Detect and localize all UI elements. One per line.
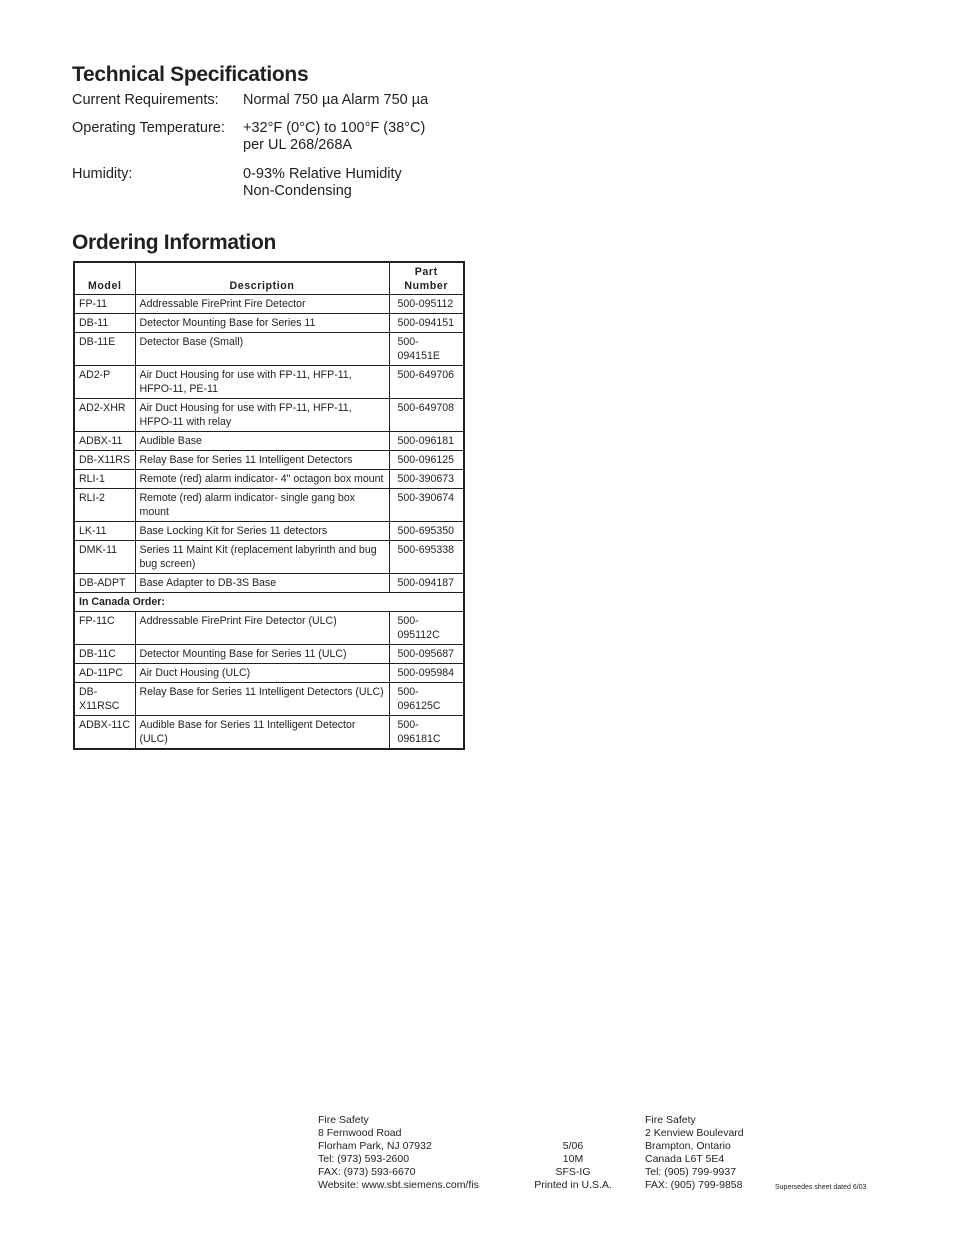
spec-value (243, 120, 425, 154)
column-header-part-number (389, 262, 464, 295)
cell-description: Audible Base (135, 432, 389, 451)
footer-line: FAX: (973) 593-6670 (318, 1166, 416, 1178)
table-row (74, 470, 464, 489)
cell-part-number: 500-096125C (389, 683, 464, 716)
table-row (74, 295, 464, 314)
table-row (74, 432, 464, 451)
cell-model: FP-11C (74, 612, 135, 645)
footer-line: SFS-IG (555, 1166, 591, 1178)
cell-model: FP-11 (74, 295, 135, 314)
cell-model: RLI-2 (74, 489, 135, 522)
cell-description: Detector Mounting Base for Series 11 (ULC) (135, 645, 389, 664)
footer-line: Tel: (973) 593-2600 (318, 1153, 410, 1165)
cell-part-number: 500-390673 (389, 470, 464, 489)
footer-canada-address (645, 1114, 744, 1192)
table-row (74, 716, 464, 750)
spec-label: Humidity: (72, 166, 133, 182)
table-row (74, 314, 464, 333)
footer-line: 8 Fernwood Road (318, 1127, 402, 1139)
column-header-description: Description (135, 262, 389, 295)
table-row (74, 333, 464, 366)
cell-description: Detector Base (Small) (135, 333, 389, 366)
cell-part-number: 500-096125 (389, 451, 464, 470)
spec-value (243, 92, 428, 109)
table-row (74, 683, 464, 716)
cell-model: ADBX-11 (74, 432, 135, 451)
spec-value (243, 166, 402, 200)
cell-part-number: 500-390674 (389, 489, 464, 522)
table-row (74, 366, 464, 399)
cell-description: Addressable FirePrint Fire Detector (135, 295, 389, 314)
table-header-row (74, 262, 464, 295)
cell-description: Air Duct Housing (ULC) (135, 664, 389, 683)
ordering-table (73, 261, 465, 750)
footer-line: Printed in U.S.A. (534, 1179, 612, 1191)
cell-part-number: 500-095112 (389, 295, 464, 314)
cell-model: DMK-11 (74, 541, 135, 574)
spec-value-line: Non-Condensing (243, 183, 352, 199)
cell-part-number: 500-094151 (389, 314, 464, 333)
cell-model: AD2-XHR (74, 399, 135, 432)
cell-part-number: 500-695338 (389, 541, 464, 574)
footer-line: Brampton, Ontario (645, 1140, 731, 1152)
cell-description: Detector Mounting Base for Series 11 (135, 314, 389, 333)
footer-line: 10M (562, 1153, 584, 1165)
table-row (74, 645, 464, 664)
cell-model: DB-11C (74, 645, 135, 664)
cell-description: Relay Base for Series 11 Intelligent Detectors (135, 451, 389, 470)
cell-description: Air Duct Housing for use with FP-11, HFP-11, HFPO-11, PE-11 (135, 366, 389, 399)
table-row (74, 451, 464, 470)
ordering-table-body (74, 295, 464, 593)
cell-part-number: 500-095687 (389, 645, 464, 664)
cell-part-number: 500-096181C (389, 716, 464, 750)
spec-value-line: Normal 750 µa Alarm 750 µa (243, 92, 429, 108)
footer-line: 5/06 (562, 1140, 584, 1152)
table-row (74, 522, 464, 541)
footer-print-info (532, 1140, 614, 1192)
technical-specifications-title: Technical Specifications (72, 63, 309, 86)
cell-part-number: 500-095984 (389, 664, 464, 683)
cell-model: DB-11E (74, 333, 135, 366)
cell-description: Addressable FirePrint Fire Detector (ULC) (135, 612, 389, 645)
canada-table-body (74, 612, 464, 750)
part-header-line1: Part (414, 266, 438, 278)
table-row (74, 664, 464, 683)
cell-description: Remote (red) alarm indicator- 4" octagon box mount (135, 470, 389, 489)
spec-value-line: 0-93% Relative Humidity (243, 166, 402, 182)
cell-model: DB-X11RS (74, 451, 135, 470)
cell-description: Audible Base for Series 11 Intelligent Detector (ULC) (135, 716, 389, 750)
cell-description: Base Locking Kit for Series 11 detectors (135, 522, 389, 541)
cell-model: ADBX-11C (74, 716, 135, 750)
cell-part-number: 500-649708 (389, 399, 464, 432)
footer-line: Florham Park, NJ 07932 (318, 1140, 432, 1152)
cell-model: DB-11 (74, 314, 135, 333)
supersedes-note: Supersedes sheet dated 6/03 (775, 1184, 867, 1191)
cell-model: RLI-1 (74, 470, 135, 489)
table-row (74, 612, 464, 645)
spec-label: Current Requirements: (72, 92, 219, 108)
cell-part-number: 500-695350 (389, 522, 464, 541)
cell-part-number: 500-094151E (389, 333, 464, 366)
cell-model: AD-11PC (74, 664, 135, 683)
table-row (74, 541, 464, 574)
footer-line: Tel: (905) 799-9937 (645, 1166, 737, 1178)
cell-model: AD2-P (74, 366, 135, 399)
footer-website[interactable]: Website: www.sbt.siemens.com/fis (318, 1179, 479, 1191)
cell-part-number: 500-096181 (389, 432, 464, 451)
footer-line: Fire Safety (318, 1114, 369, 1126)
cell-description: Remote (red) alarm indicator- single gang box mount (135, 489, 389, 522)
cell-model: DB-ADPT (74, 574, 135, 593)
cell-description: Base Adapter to DB-3S Base (135, 574, 389, 593)
footer-line: Fire Safety (645, 1114, 696, 1126)
table-row (74, 399, 464, 432)
cell-description: Series 11 Maint Kit (replacement labyrinth and bug bug screen) (135, 541, 389, 574)
column-header-model: Model (74, 262, 135, 295)
spec-value-line: +32°F (0°C) to 100°F (38°C) (243, 120, 426, 136)
cell-part-number: 500-095112C (389, 612, 464, 645)
table-row (74, 574, 464, 593)
cell-part-number: 500-094187 (389, 574, 464, 593)
table-row (74, 489, 464, 522)
canada-section-row (74, 593, 464, 612)
cell-model: LK-11 (74, 522, 135, 541)
cell-model: DB-X11RSC (74, 683, 135, 716)
footer-line: 2 Kenview Boulevard (645, 1127, 744, 1139)
ordering-information-title: Ordering Information (72, 231, 277, 254)
footer-line: Canada L6T 5E4 (645, 1153, 725, 1165)
cell-description: Relay Base for Series 11 Intelligent Detectors (ULC) (135, 683, 389, 716)
cell-part-number: 500-649706 (389, 366, 464, 399)
canada-section-label: In Canada Order: (74, 593, 464, 612)
cell-description: Air Duct Housing for use with FP-11, HFP-11, HFPO-11 with relay (135, 399, 389, 432)
spec-value-line: per UL 268/268A (243, 137, 353, 153)
part-header-line2: Number (404, 280, 449, 292)
footer-us-address (318, 1114, 479, 1192)
spec-label: Operating Temperature: (72, 120, 225, 136)
footer-line: FAX: (905) 799-9858 (645, 1179, 743, 1191)
